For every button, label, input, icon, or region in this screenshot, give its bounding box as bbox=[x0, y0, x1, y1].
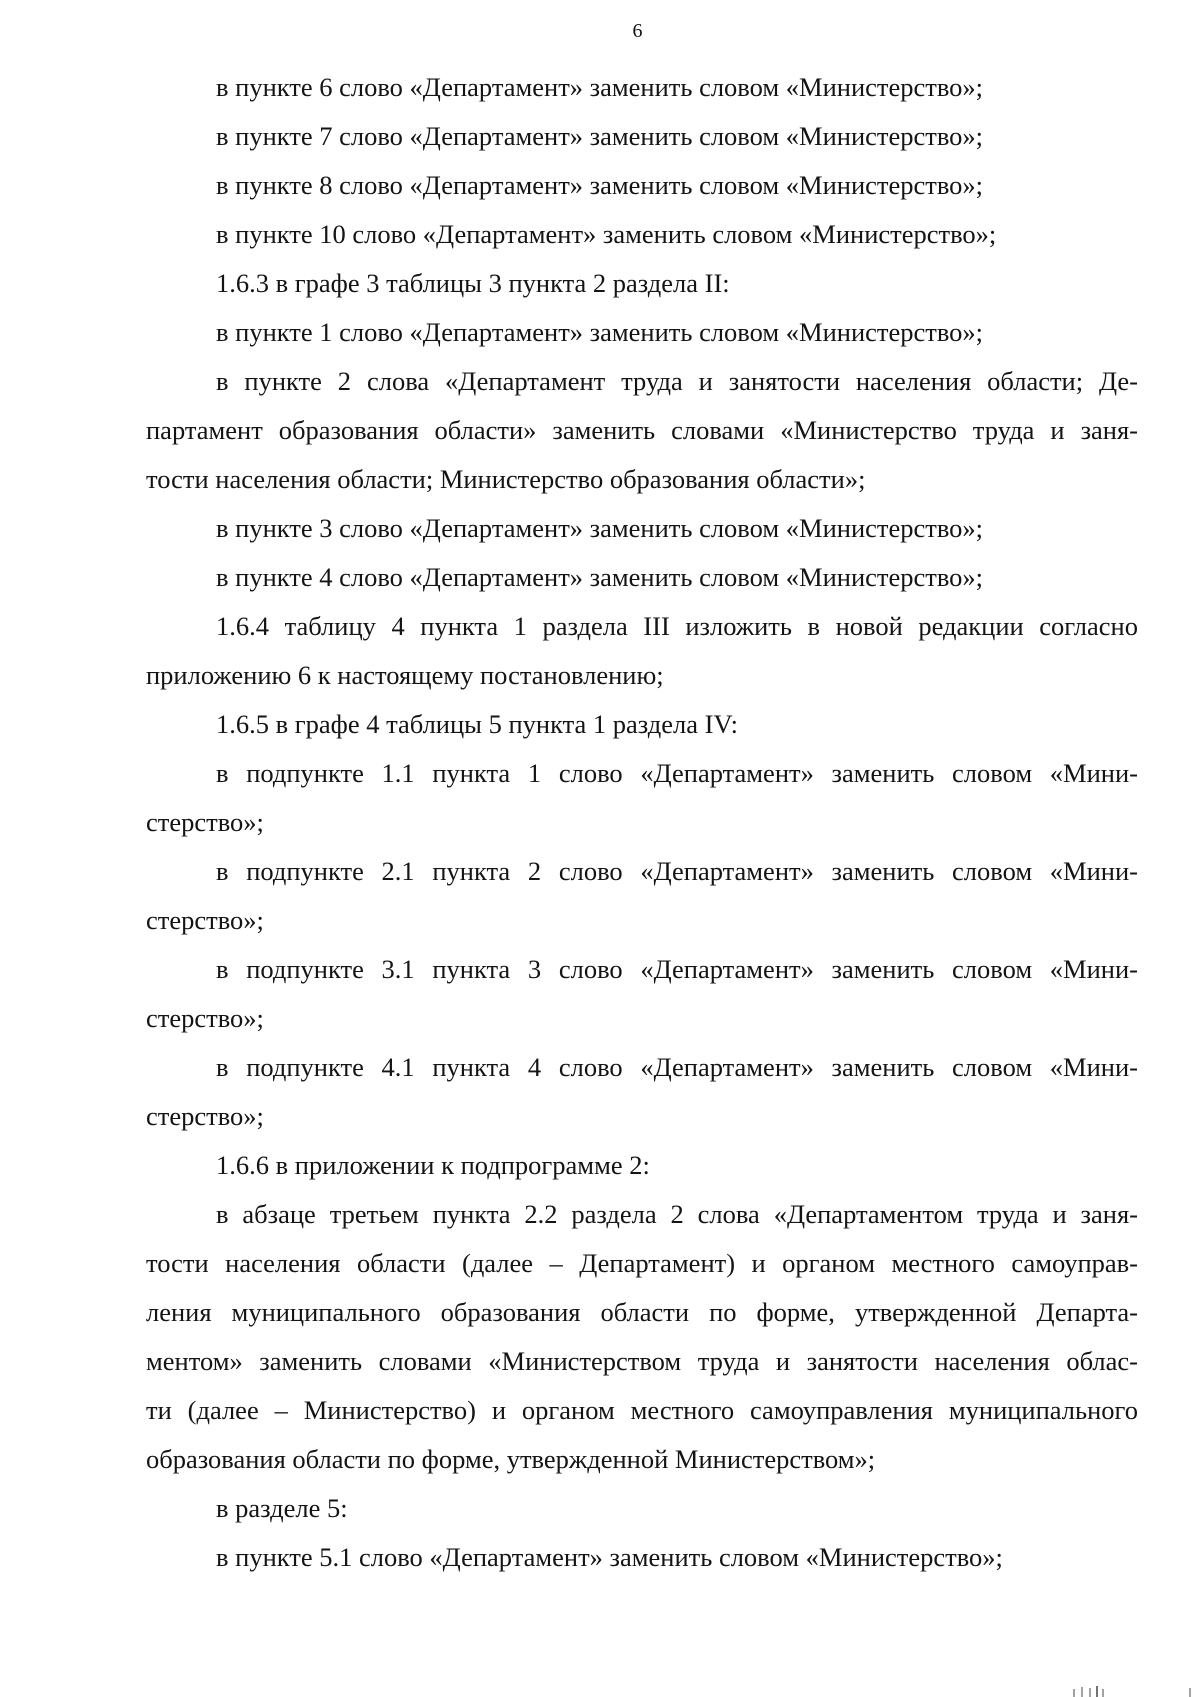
text-line: ментом» заменить словами «Министерством труда и занятости населения облас- bbox=[146, 1346, 1138, 1376]
text-line: 1.6.5 в графе 4 таблицы 5 пункта 1 раздела IV: bbox=[216, 709, 738, 739]
text-line: в подпункте 1.1 пункта 1 слово «Департамент» заменить словом «Мини- bbox=[216, 758, 1138, 788]
text-line: в пункте 2 слова «Департамент труда и занятости населения области; Де- bbox=[216, 366, 1138, 396]
scan-artifact bbox=[1050, 1685, 1200, 1697]
text-line: стерство»; bbox=[146, 1101, 264, 1131]
text-line: стерство»; bbox=[146, 807, 264, 837]
page-number: 6 bbox=[632, 20, 643, 42]
text-line: 1.6.4 таблицу 4 пункта 1 раздела III изложить в новой редакции согласно bbox=[216, 611, 1138, 641]
text-line: в пункте 5.1 слово «Департамент» заменить словом «Министерство»; bbox=[216, 1542, 1003, 1572]
text-line: тости населения области (далее – Департамент) и органом местного самоуправ- bbox=[146, 1248, 1138, 1278]
text-line: в пункте 1 слово «Департамент» заменить словом «Министерство»; bbox=[216, 317, 984, 347]
text-line: партамент образования области» заменить словами «Министерство труда и заня- bbox=[146, 415, 1138, 445]
text-line: в подпункте 4.1 пункта 4 слово «Департамент» заменить словом «Мини- bbox=[216, 1052, 1138, 1082]
text-line: в абзаце третьем пункта 2.2 раздела 2 слова «Департаментом труда и заня- bbox=[216, 1199, 1138, 1229]
text-line: ления муниципального образования области по форме, утвержденной Департа- bbox=[146, 1297, 1138, 1327]
text-line: ти (далее – Министерство) и органом местного самоуправления муниципального bbox=[146, 1395, 1138, 1425]
text-line: в подпункте 2.1 пункта 2 слово «Департамент» заменить словом «Мини- bbox=[216, 856, 1138, 886]
text-line: в разделе 5: bbox=[216, 1493, 348, 1523]
text-line: в пункте 6 слово «Департамент» заменить словом «Министерство»; bbox=[216, 72, 984, 102]
text-line: тости населения области; Министерство образования области»; bbox=[146, 464, 866, 494]
text-line: в пункте 4 слово «Департамент» заменить словом «Министерство»; bbox=[216, 562, 984, 592]
text-line: 1.6.3 в графе 3 таблицы 3 пункта 2 раздела II: bbox=[216, 268, 730, 298]
text-line: приложению 6 к настоящему постановлению; bbox=[146, 660, 664, 690]
text-line: в пункте 10 слово «Департамент» заменить словом «Министерство»; bbox=[216, 219, 997, 249]
text-line: в пункте 7 слово «Департамент» заменить словом «Министерство»; bbox=[216, 121, 984, 151]
text-line: стерство»; bbox=[146, 1003, 264, 1033]
text-line: в пункте 8 слово «Департамент» заменить словом «Министерство»; bbox=[216, 170, 984, 200]
document-body bbox=[146, 63, 1138, 1582]
text-line: в пункте 3 слово «Департамент» заменить словом «Министерство»; bbox=[216, 513, 984, 543]
text-line: 1.6.6 в приложении к подпрограмме 2: bbox=[216, 1150, 650, 1180]
text-line: в подпункте 3.1 пункта 3 слово «Департамент» заменить словом «Мини- bbox=[216, 954, 1138, 984]
text-line: стерство»; bbox=[146, 905, 264, 935]
text-line: образования области по форме, утвержденной Министерством»; bbox=[146, 1444, 876, 1474]
